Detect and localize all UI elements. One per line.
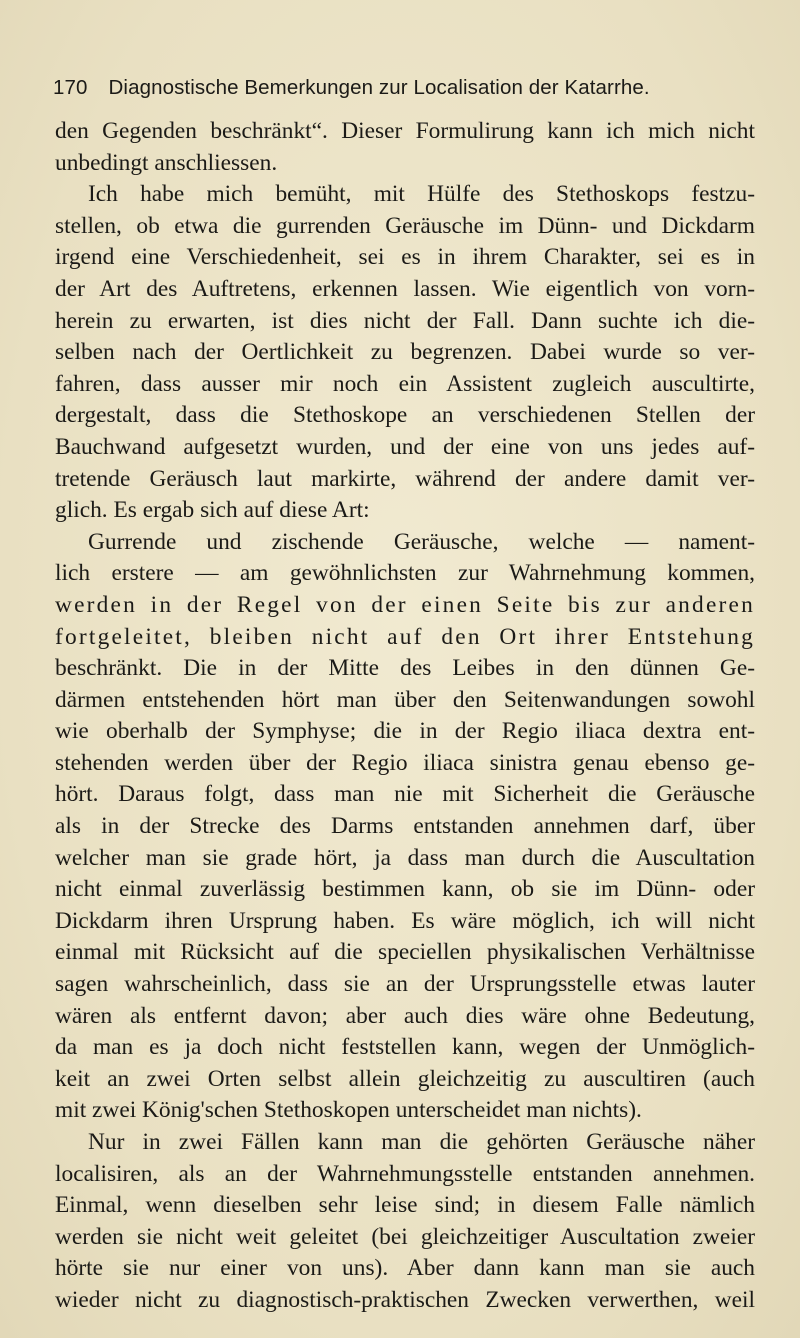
text-line: welcher man sie grade hört, ja dass man durch die Auscultation xyxy=(55,844,755,871)
text-line: da man es ja doch nicht feststellen kann, wegen der Unmöglich- xyxy=(55,1034,755,1061)
running-head xyxy=(55,76,760,100)
text-line: der Art des Auftretens, erkennen lassen. Wie eigentlich von vorn- xyxy=(55,275,755,302)
text-line: wie oberhalb der Symphyse; die in der Regio iliaca dextra ent- xyxy=(55,718,755,745)
page-number: 170 xyxy=(53,76,88,99)
text-line: tretende Geräusch laut markirte, während der andere damit ver- xyxy=(55,465,755,492)
text-line: keit an zwei Orten selbst allein gleichzeitig zu auscultiren (auch xyxy=(55,1065,755,1092)
text-line: Nur in zwei Fällen kann man die gehörten Geräusche näher xyxy=(88,1129,755,1155)
text-line: werden sie nicht weit geleitet (bei gleichzeitiger Auscultation zweier xyxy=(55,1223,755,1250)
text-line: Einmal, wenn dieselben sehr leise sind; in diesem Falle nämlich xyxy=(55,1192,755,1219)
text-line: fahren, dass ausser mir noch ein Assistent zugleich auscultirte, xyxy=(55,370,755,397)
text-line: localisiren, als an der Wahrnehmungsstelle entstanden annehmen. xyxy=(55,1160,755,1187)
body-text xyxy=(55,116,755,1317)
text-line: unbedingt anschliessen. xyxy=(55,149,278,176)
text-line: Dickdarm ihren Ursprung haben. Es wäre möglich, ich will nicht xyxy=(55,907,755,934)
text-line: irgend eine Verschiedenheit, sei es in ihrem Charakter, sei es in xyxy=(55,244,755,271)
text-line: als in der Strecke des Darms entstanden annehmen darf, über xyxy=(55,813,755,840)
text-line: nicht einmal zuverlässig bestimmen kann, ob sie im Dünn- oder xyxy=(55,876,755,903)
text-line: därmen entstehenden hört man über den Seitenwandungen sowohl xyxy=(55,686,755,713)
text-line: dergestalt, dass die Stethoskope an verschiedenen Stellen der xyxy=(55,402,755,429)
text-line: sagen wahrscheinlich, dass sie an der Ursprungsstelle etwas lauter xyxy=(55,971,755,998)
text-line: wieder nicht zu diagnostisch-praktischen Zwecken verwerthen, weil xyxy=(55,1286,755,1313)
text-line: beschränkt. Die in der Mitte des Leibes in den dünnen Ge- xyxy=(55,655,755,682)
text-line: Bauchwand aufgesetzt wurden, und der eine von uns jedes auf- xyxy=(55,433,755,460)
text-line: Ich habe mich bemüht, mit Hülfe des Stethoskops festzu- xyxy=(88,181,755,208)
text-line: hört. Daraus folgt, dass man nie mit Sicherheit die Geräusche xyxy=(55,781,755,808)
text-line: herein zu erwarten, ist dies nicht der Fall. Dann suchte ich die- xyxy=(55,307,755,334)
text-line: fortgeleitet, bleiben nicht auf den Ort ihrer Entstehung xyxy=(55,623,755,650)
text-line: Gurrende und zischende Geräusche, welche — nament- xyxy=(88,528,755,555)
text-line: den Gegenden beschränkt“. Dieser Formulirung kann ich mich nicht xyxy=(55,118,755,144)
text-line: glich. Es ergab sich auf diese Art: xyxy=(55,497,370,524)
text-line: lich erstere — am gewöhnlichsten zur Wahrnehmung kommen, xyxy=(55,560,755,587)
text-line: mit zwei König'schen Stethoskopen unterscheidet man nichts). xyxy=(55,1097,642,1124)
text-line: selben nach der Oertlichkeit zu begrenzen. Dabei wurde so ver- xyxy=(55,339,755,366)
text-line: stellen, ob etwa die gurrenden Geräusche im Dünn- und Dickdarm xyxy=(55,212,755,239)
text-line: werden in der Regel von der einen Seite bis zur anderen xyxy=(55,591,755,618)
text-line: stehenden werden über der Regio iliaca sinistra genau ebenso ge- xyxy=(55,749,755,776)
text-line: hörte sie nur einer von uns). Aber dann kann man sie auch xyxy=(55,1255,755,1282)
text-line: wären als entfernt davon; aber auch dies wäre ohne Bedeutung, xyxy=(55,1002,755,1029)
running-title: Diagnostische Bemerkungen zur Localisation der Katarrhe. xyxy=(108,76,650,99)
text-line: einmal mit Rücksicht auf die speciellen physikalischen Verhältnisse xyxy=(55,939,755,966)
